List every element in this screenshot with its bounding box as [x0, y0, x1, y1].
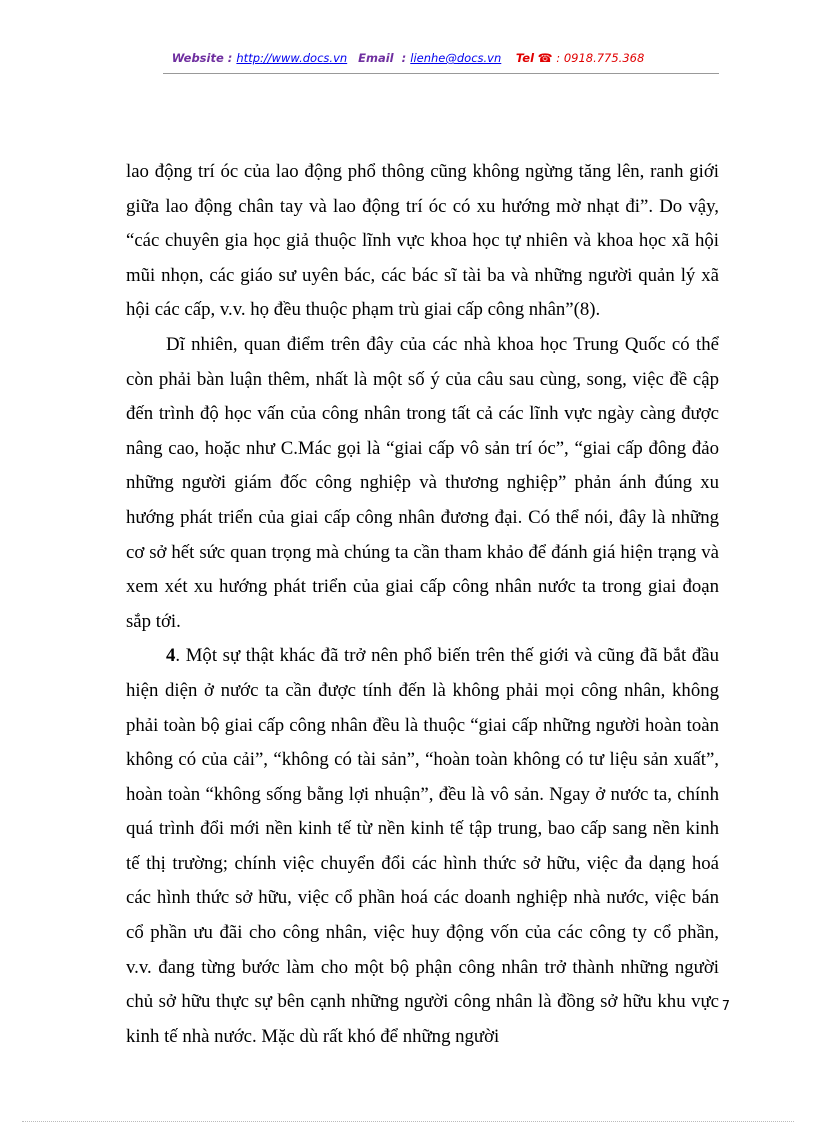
website-label: Website [171, 51, 224, 65]
section-number: 4 [166, 645, 176, 667]
page-number: 7 [721, 999, 730, 1014]
email-link[interactable]: lienhe@docs.vn [410, 51, 502, 65]
paragraph-3 [126, 639, 719, 1054]
document-body [126, 155, 719, 1054]
page-header: Website : http://www.docs.vn Email : lienhe@docs.vn Tel ☎ : 0918.775.368 [171, 51, 645, 65]
paragraph-1: lao động trí óc của lao động phổ thông cũng không ngừng tăng lên, ranh giới giữa lao động chân tay và lao động trí óc có xu hướng mờ nhạt đi”. Do vậy, “các chuyên gia học giả thuộc lĩnh vực khoa học tự nhiên và khoa học xã hội mũi nhọn, các giáo sư uyên bác, các bác sĩ tài ba và những người quản lý xã hội các cấp, v.v. họ đều thuộc phạm trù giai cấp công nhân”(8). [126, 161, 719, 321]
phone-icon: ☎ [537, 51, 553, 65]
email-label: Email [358, 51, 394, 65]
paragraph-3-text: . Một sự thật khác đã trở nên phổ biến trên thế giới và cũng đã bắt đầu hiện diện ở nước ta cần được tính đến là không phải mọi công nhân, không phải toàn bộ giai cấp công nhân đều là thuộc “giai cấp những người hoàn toàn không có của cải”, “không có tài sản”, “hoàn toàn không có tư liệu sản xuất”, hoàn toàn “không sống bằng lợi nhuận”, đều là vô sản. Ngay ở nước ta, chính quá trình đổi mới nền kinh tế từ nền kinh tế tập trung, bao cấp sang nền kinh tế thị trường; chính việc chuyển đổi các hình thức sở hữu, việc đa dạng hoá các hình thức sở hữu, việc cổ phần hoá các doanh nghiệp nhà nước, việc bán cổ phần ưu đãi cho công nhân, việc huy động vốn của các công ty cổ phần, v.v. đang từng bước làm cho một bộ phận công nhân trở thành những người chủ sở hữu thực sự bên cạnh những người công nhân là đồng sở hữu khu vực kinh tế nhà nước. Mặc dù rất khó để những người [126, 645, 719, 1047]
paragraph-2: Dĩ nhiên, quan điểm trên đây của các nhà khoa học Trung Quốc có thể còn phải bàn luận thêm, nhất là một số ý của câu sau cùng, song, việc đề cập đến trình độ học vấn của công nhân trong tất cả các lĩnh vực ngày càng được nâng cao, hoặc như C.Mác gọi là “giai cấp vô sản trí óc”, “giai cấp đông đảo những người giám đốc công nghiệp và thương nghiệp” phản ánh đúng xu hướng phát triển của giai cấp công nhân đương đại. Có thể nói, đây là những cơ sở hết sức quan trọng mà chúng ta cần tham khảo để đánh giá hiện trạng và xem xét xu hướng phát triển của giai cấp công nhân nước ta trong giai đoạn sắp tới. [126, 333, 719, 632]
website-link[interactable]: http://www.docs.vn [236, 51, 348, 65]
tel-label: Tel [515, 51, 535, 65]
page-bottom-border [22, 1121, 794, 1122]
phone-number: 0918.775.368 [563, 51, 645, 65]
header-divider [163, 73, 719, 74]
